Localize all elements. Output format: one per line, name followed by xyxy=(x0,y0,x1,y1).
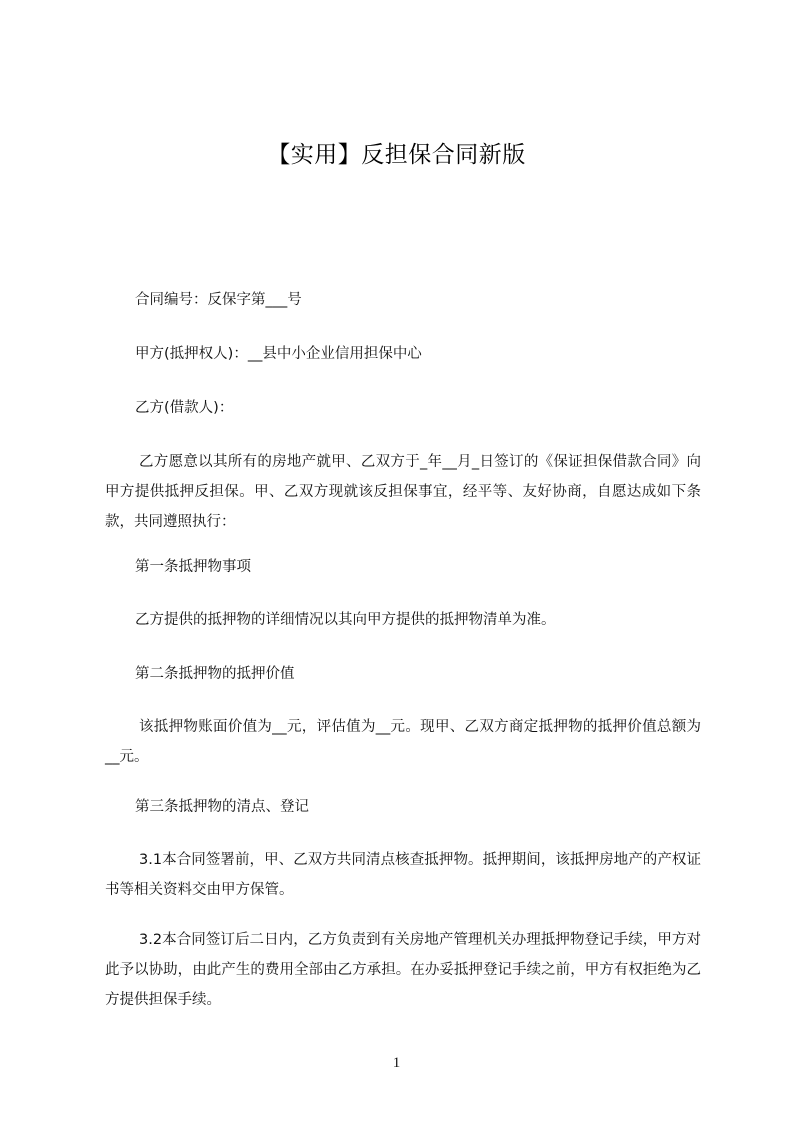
document-title: 【实用】反担保合同新版 xyxy=(267,142,526,168)
article-1-body: 乙方提供的抵押物的详细情况以其向甲方提供的抵押物清单为准。 xyxy=(135,612,556,628)
article-3-heading: 第三条抵押物的清点、登记 xyxy=(135,799,309,815)
clause-3-1: 3.1本合同签署前，甲、乙双方共同清点核查抵押物。抵押期间，该抵押房地产的产权证书等相关资料交由甲方保管。 xyxy=(105,852,701,898)
article-2-heading: 第二条抵押物的抵押价值 xyxy=(135,666,295,682)
party-a: 甲方(抵押权人)：__县中小企业信用担保中心 xyxy=(135,346,422,362)
preamble-paragraph: 乙方愿意以其所有的房地产就甲、乙双方于_年__月_日签订的《保证担保借款合同》向甲方提供抵押反担保。甲、乙双方现就该反担保事宜，经平等、友好协商，自愿达成如下条款，共同遵照执行： xyxy=(105,454,701,530)
contract-number: 合同编号：反保字第___号 xyxy=(135,292,302,308)
article-1-heading: 第一条抵押物事项 xyxy=(135,559,251,575)
party-b: 乙方(借款人)： xyxy=(135,400,234,416)
clause-3-2: 3.2本合同签订后二日内，乙方负责到有关房地产管理机关办理抵押物登记手续，甲方对此予以协助，由此产生的费用全部由乙方承担。在办妥抵押登记手续之前，甲方有权拒绝为乙方提供担保手续。 xyxy=(105,932,701,1008)
page-number: 1 xyxy=(392,1055,401,1071)
article-2-body: 该抵押物账面价值为__元，评估值为__元。现甲、乙双方商定抵押物的抵押价值总额为__元。 xyxy=(105,719,701,765)
